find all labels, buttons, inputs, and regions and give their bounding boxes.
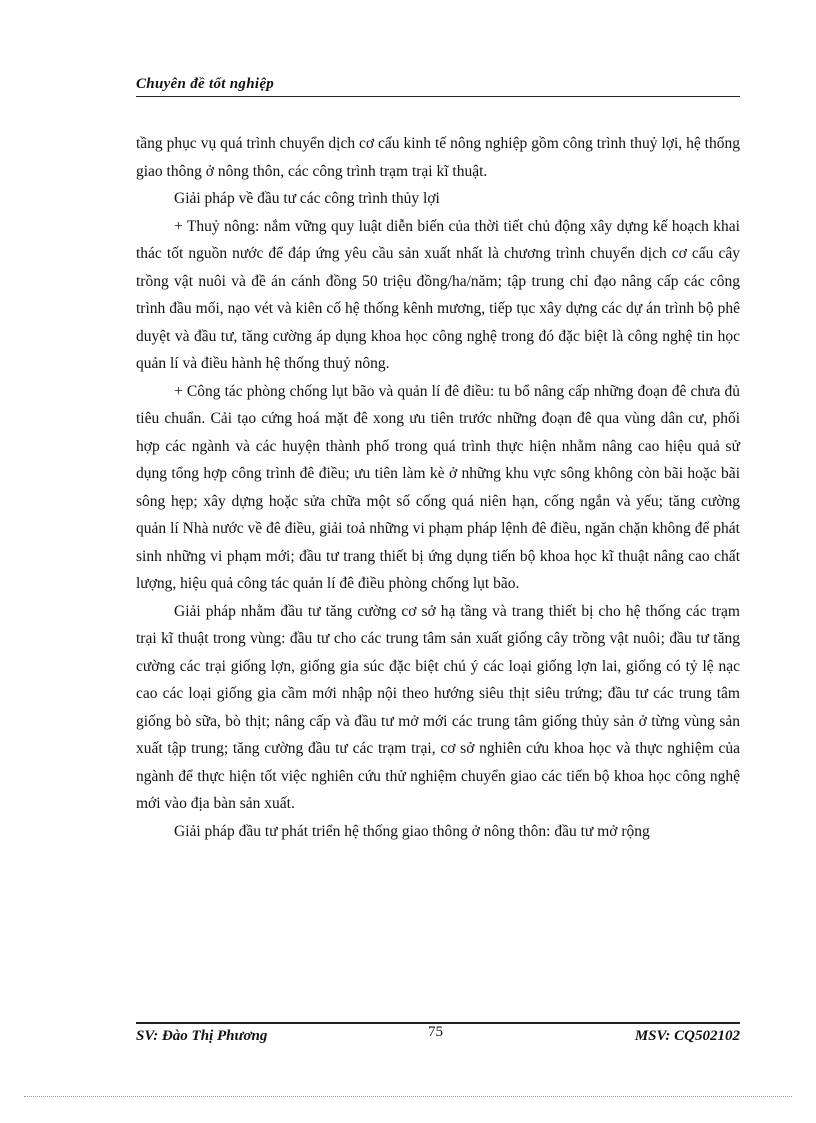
page-bottom-dotted-line <box>24 1096 792 1097</box>
body-text <box>136 130 740 845</box>
paragraph: tầng phục vụ quá trình chuyển dịch cơ cấu kinh tế nông nghiệp gồm công trình thuỷ lợi, hệ thống giao thông ở nông thôn, các công trình trạm trại kĩ thuật. <box>136 135 740 180</box>
footer-student-id: MSV: CQ502102 <box>634 1028 740 1044</box>
footer-student-name: SV: Đào Thị Phương <box>136 1028 268 1044</box>
paragraph: Giải pháp về đầu tư các công trình thủy lợi <box>174 190 440 207</box>
paragraph: Giải pháp nhằm đầu tư tăng cường cơ sở hạ tầng và trang thiết bị cho hệ thống các trạm trại kĩ thuật trong vùng: đầu tư cho các trung tâm sản xuất giống cây trồng vật nuôi; đầu tư tăng cường các trại giống lợn, giống gia súc đặc biệt chú ý các loại giống lợn lai, giống có tỷ lệ nạc cao các loại giống gia cầm mới nhập nội theo hướng siêu thịt siêu trứng; đầu tư các trung tâm giống bò sữa, bò thịt; nâng cấp và đầu tư mở mới các trung tâm giống thủy sản ở từng vùng sản xuất tập trung; tăng cường đầu tư các trạm trại, cơ sở nghiên cứu khoa học và thực nghiệm của ngành để thực hiện tốt việc nghiên cứu thử nghiệm chuyển giao các tiến bộ khoa học công nghệ mới vào địa bàn sản xuất. <box>136 602 740 812</box>
paragraph: + Công tác phòng chống lụt bão và quản lí đê điều: tu bổ nâng cấp những đoạn đê chưa đủ tiêu chuẩn. Cải tạo cứng hoá mặt đê xong ưu tiên trước những đoạn đê qua vùng dân cư, phối hợp các ngành và các huyện thành phố trong quá trình thực hiện nhằm nâng cao hiệu quả sử dụng tổng hợp công trình đê điều; ưu tiên làm kè ở những khu vực sông không còn bãi hoặc bãi sông hẹp; xây dựng hoặc sửa chữa một số cống quá niên hạn, cống ngắn và yếu; tăng cường quản lí Nhà nước về đê điều, giải toả những vi phạm pháp lệnh đê điều, ngăn chặn không để phát sinh những vi phạm mới; đầu tư trang thiết bị ứng dụng tiến bộ khoa học kĩ thuật nâng cao chất lượng, hiệu quả công tác quản lí đê điều phòng chống lụt bão. <box>136 382 740 592</box>
header-divider <box>136 96 740 97</box>
header-title: Chuyên đề tốt nghiệp <box>136 76 275 92</box>
paragraph: Giải pháp đầu tư phát triển hệ thống giao thông ở nông thôn: đầu tư mở rộng <box>174 822 650 840</box>
paragraph: + Thuỷ nông: nắm vững quy luật diễn biến của thời tiết chủ động xây dựng kế hoạch khai thác tốt nguồn nước để đáp ứng yêu cầu sản xuất nhất là chương trình chuyển dịch cơ cấu cây trồng vật nuôi và đề án cánh đồng 50 triệu đồng/ha/năm; tập trung chỉ đạo nâng cấp các công trình đầu mối, nạo vét và kiên cố hệ thống kênh mương, tiếp tục xây dựng các dự án trình bộ phê duyệt và đầu tư, tăng cường áp dụng khoa học công nghệ trong đó đặc biệt là công nghệ tin học quản lí và điều hành hệ thống thuỷ nông. <box>136 217 740 372</box>
page-number: 75 <box>428 1024 443 1040</box>
